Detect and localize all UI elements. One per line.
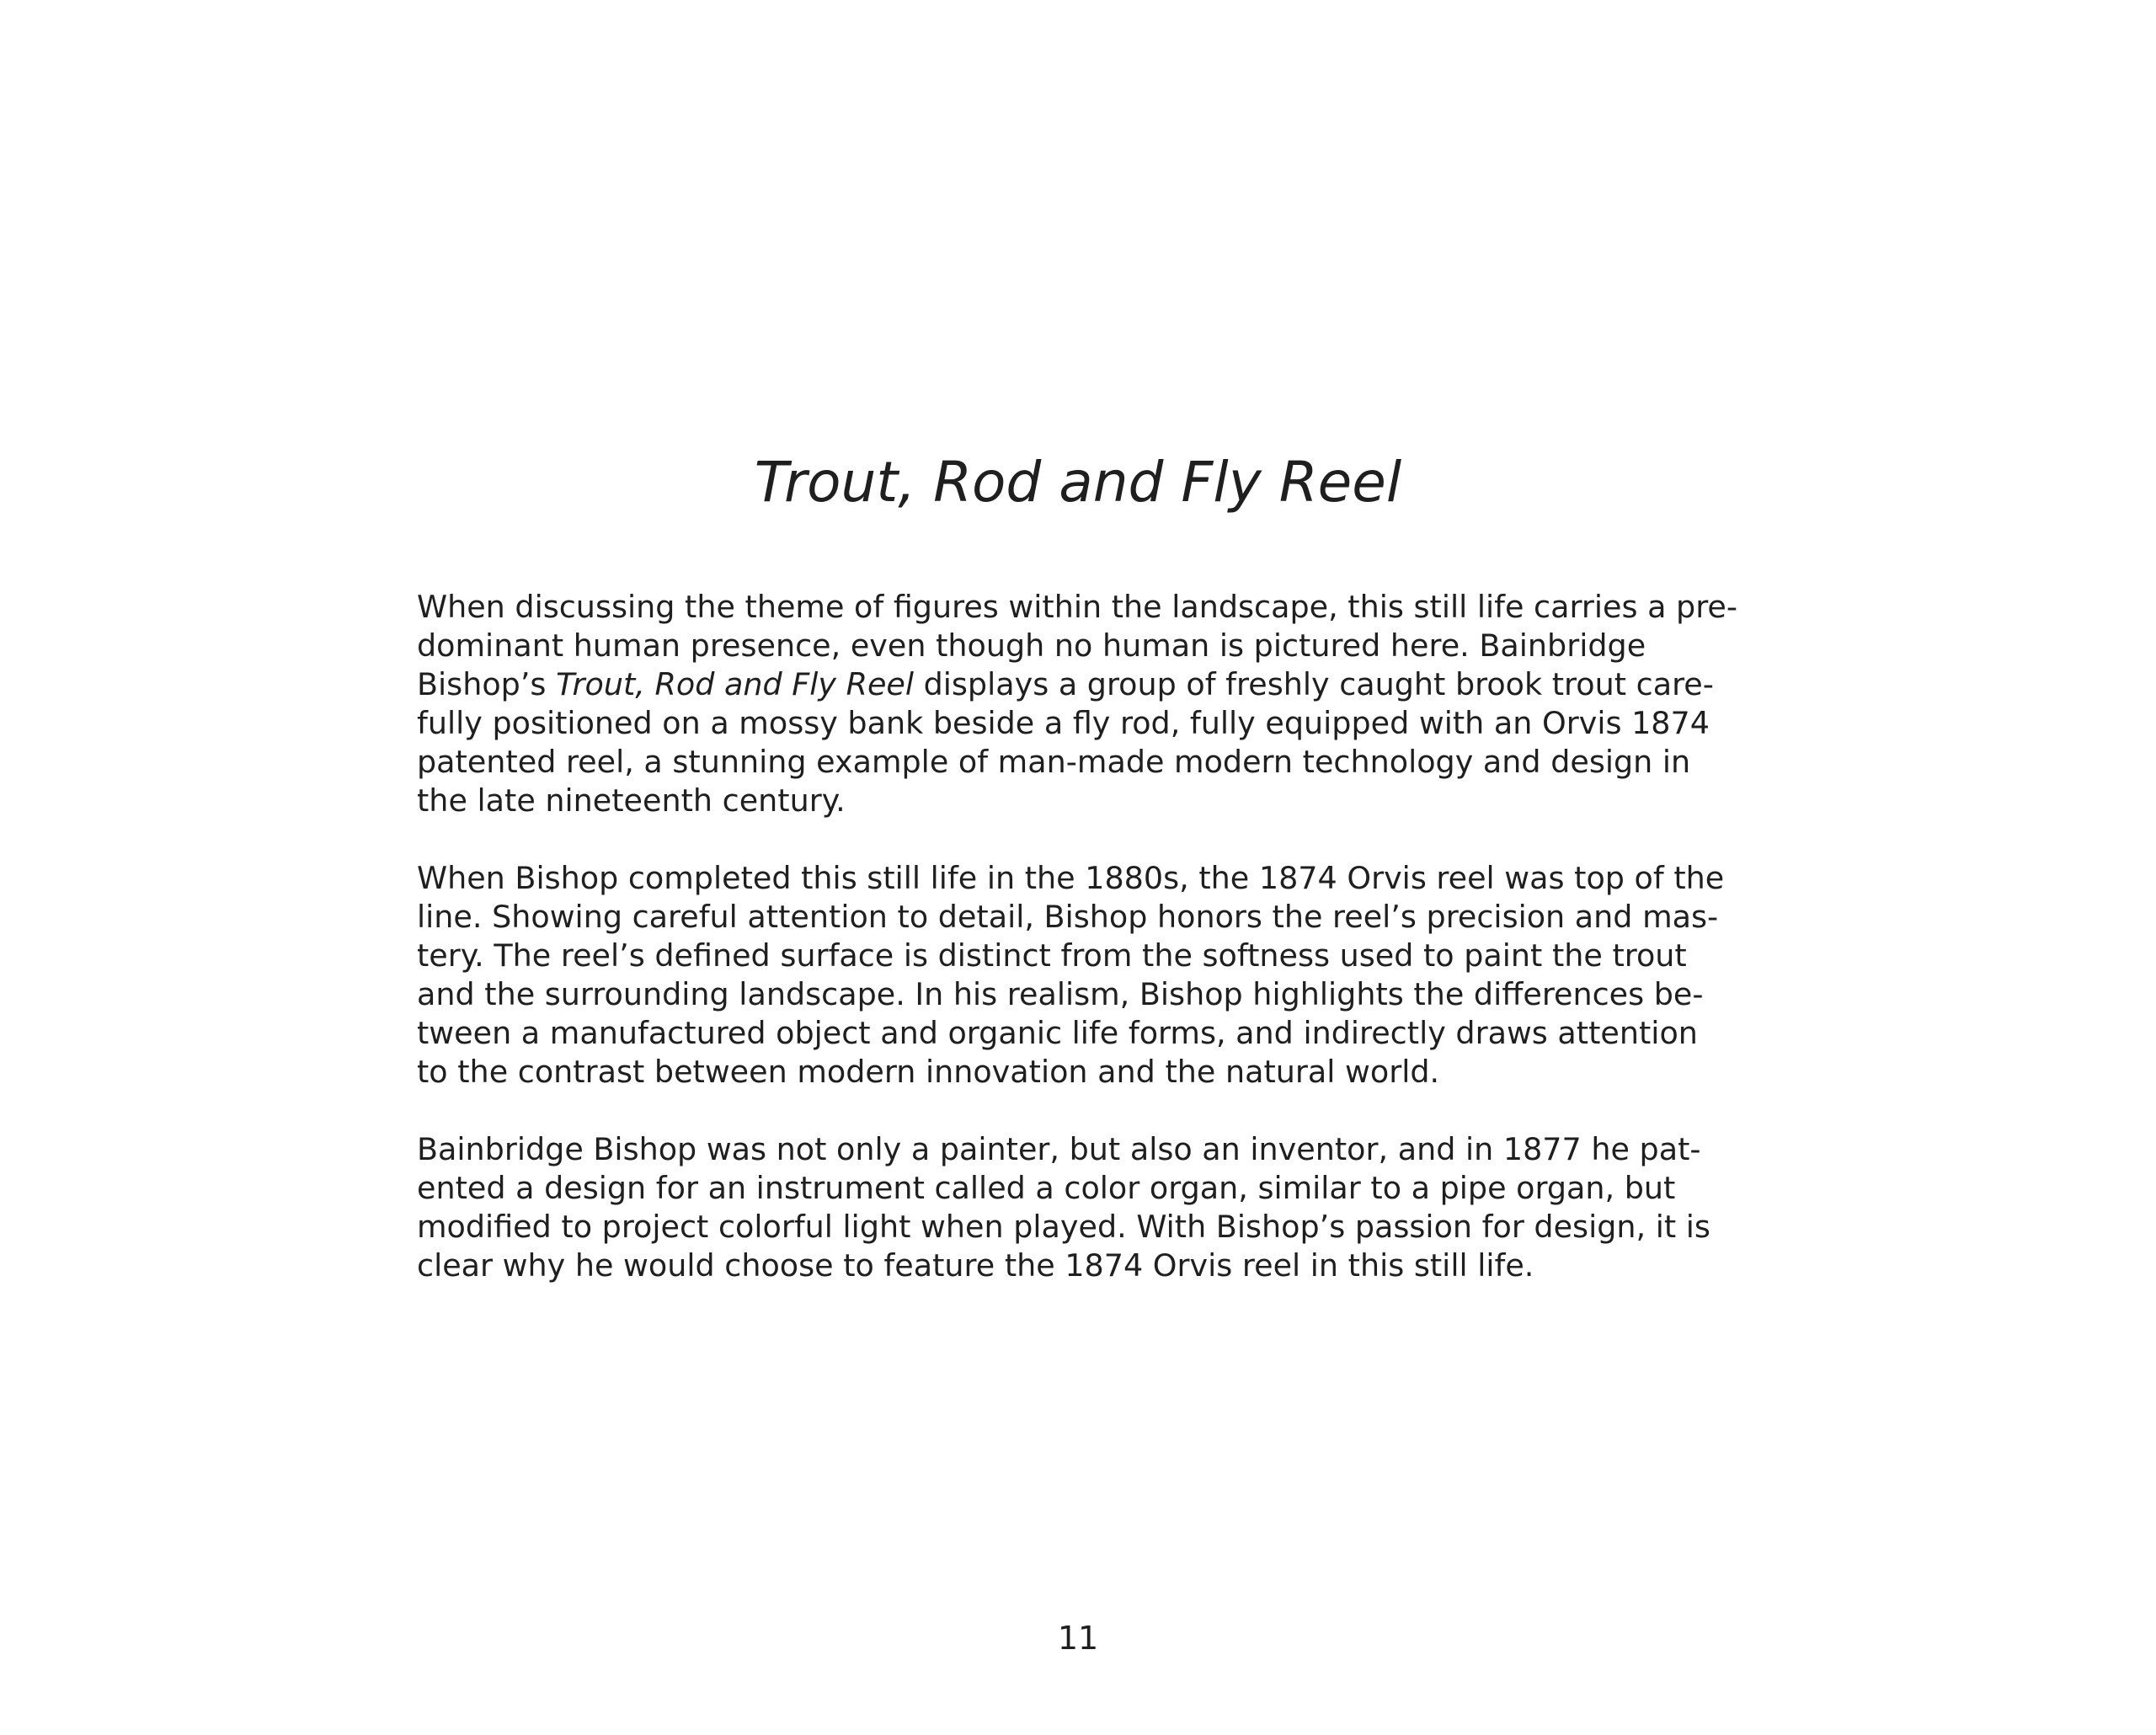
paragraph xyxy=(417,1130,1764,1285)
text-line: to the contrast between modern innovation and the natural world. xyxy=(417,1054,1440,1090)
text-line: When discussing the theme of figures within the landscape, this still life carries a pre- xyxy=(417,589,1738,625)
paragraph xyxy=(417,588,1764,820)
text-line: fully positioned on a mossy bank beside a fly rod, fully equipped with an Orvis 1874 xyxy=(417,705,1710,741)
text-line: modified to project colorful light when played. With Bishop’s passion for design, it is xyxy=(417,1209,1710,1245)
text-line: and the surrounding landscape. In his realism, Bishop highlights the differences be- xyxy=(417,976,1704,1012)
text-line: line. Showing careful attention to detail, Bishop honors the reel’s precision and mas- xyxy=(417,899,1719,935)
text-line: the late nineteenth century. xyxy=(417,782,846,819)
page-title: Trout, Rod and Fly Reel xyxy=(754,450,1402,515)
text-line: Bainbridge Bishop was not only a painter, but also an inventor, and in 1877 he pat- xyxy=(417,1131,1701,1167)
paragraph xyxy=(417,859,1764,1092)
text-segment: Bishop’s xyxy=(417,666,557,702)
text-line: ented a design for an instrument called a color organ, similar to a pipe organ, but xyxy=(417,1170,1676,1206)
text-line: clear why he would choose to feature the 1874 Orvis reel in this still life. xyxy=(417,1247,1534,1284)
text-line: tery. The reel’s defined surface is distinct from the softness used to paint the trout xyxy=(417,937,1687,974)
text-line: dominant human presence, even though no human is pictured here. Bainbridge xyxy=(417,627,1646,664)
body-text xyxy=(417,588,1764,1324)
artwork-title-italic: Trout, Rod and Fly Reel xyxy=(556,666,914,702)
text-line: patented reel, a stunning example of man-made modern technology and design in xyxy=(417,744,1691,780)
page-number: 11 xyxy=(1057,1620,1099,1657)
text-line: When Bishop completed this still life in the 1880s, the 1874 Orvis reel was top of the xyxy=(417,860,1725,896)
text-line: tween a manufactured object and organic life forms, and indirectly draws attention xyxy=(417,1015,1698,1051)
text-line xyxy=(417,665,1764,704)
text-segment: displays a group of freshly caught brook trout care- xyxy=(914,666,1714,702)
